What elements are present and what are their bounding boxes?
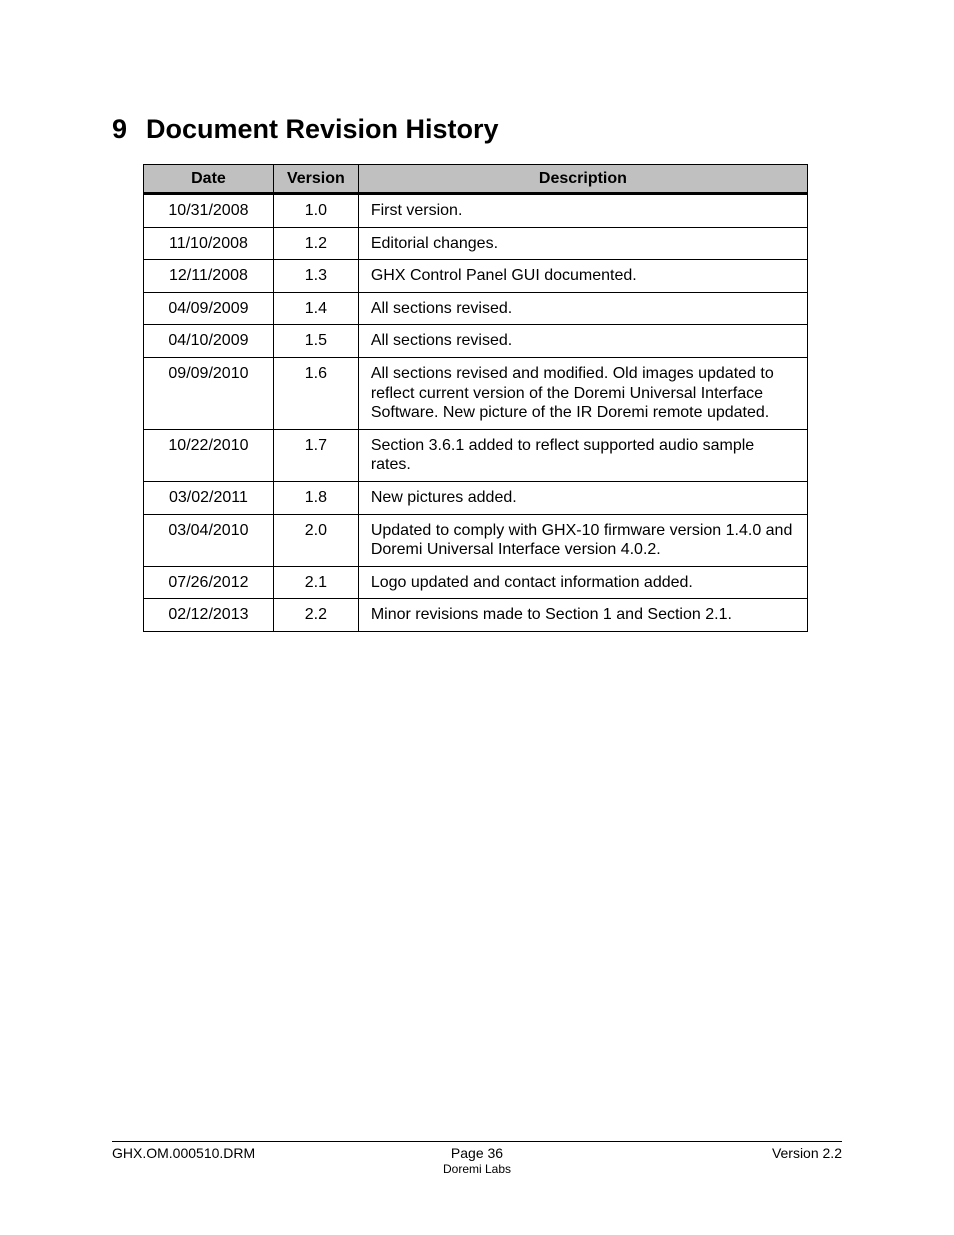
table-row — [144, 357, 808, 429]
table-row — [144, 566, 808, 599]
row-description: New pictures added. — [358, 481, 807, 514]
row-description: All sections revised and modified. Old images updated to reflect current version of the Doremi Universal Interface Software. New picture of the IR Doremi remote updated. — [358, 357, 807, 429]
column-header-description: Description — [358, 165, 807, 194]
table-row — [144, 481, 808, 514]
table-header-row — [144, 165, 808, 194]
section-heading — [112, 112, 499, 146]
row-date: 03/02/2011 — [144, 481, 274, 514]
revision-history-table — [143, 164, 808, 632]
row-version: 1.4 — [273, 292, 358, 325]
table-row — [144, 514, 808, 566]
row-description: Logo updated and contact information added. — [358, 566, 807, 599]
section-number: 9 — [112, 114, 128, 144]
row-description: Minor revisions made to Section 1 and Section 2.1. — [358, 599, 807, 632]
footer-page-block — [377, 1145, 577, 1177]
row-version: 1.8 — [273, 481, 358, 514]
footer-version: Version 2.2 — [771, 1145, 842, 1161]
row-date: 04/09/2009 — [144, 292, 274, 325]
row-version: 1.2 — [273, 227, 358, 260]
row-description: All sections revised. — [358, 325, 807, 358]
row-description: Updated to comply with GHX-10 firmware version 1.4.0 and Doremi Universal Interface version 4.0.2. — [358, 514, 807, 566]
row-version: 1.6 — [273, 357, 358, 429]
row-date: 12/11/2008 — [144, 260, 274, 293]
row-version: 2.0 — [273, 514, 358, 566]
table-row — [144, 227, 808, 260]
table-row — [144, 194, 808, 228]
row-version: 1.3 — [273, 260, 358, 293]
column-header-date: Date — [144, 165, 274, 194]
row-version: 1.0 — [273, 194, 358, 228]
table-row — [144, 599, 808, 632]
table-row — [144, 292, 808, 325]
row-date: 11/10/2008 — [144, 227, 274, 260]
footer-page-number: Page 36 — [450, 1145, 504, 1161]
row-date: 10/31/2008 — [144, 194, 274, 228]
footer-divider — [112, 1141, 842, 1142]
row-date: 10/22/2010 — [144, 429, 274, 481]
row-version: 2.2 — [273, 599, 358, 632]
row-date: 09/09/2010 — [144, 357, 274, 429]
row-date: 02/12/2013 — [144, 599, 274, 632]
column-header-version: Version — [273, 165, 358, 194]
footer-doc-id: GHX.OM.000510.DRM — [112, 1145, 256, 1161]
section-title: Document Revision History — [146, 114, 499, 144]
table-row — [144, 325, 808, 358]
row-description: First version. — [358, 194, 807, 228]
row-date: 07/26/2012 — [144, 566, 274, 599]
row-description: GHX Control Panel GUI documented. — [358, 260, 807, 293]
row-version: 1.5 — [273, 325, 358, 358]
row-description: Editorial changes. — [358, 227, 807, 260]
row-date: 04/10/2009 — [144, 325, 274, 358]
row-description: All sections revised. — [358, 292, 807, 325]
table-row — [144, 260, 808, 293]
row-version: 2.1 — [273, 566, 358, 599]
row-version: 1.7 — [273, 429, 358, 481]
row-description: Section 3.6.1 added to reflect supported audio sample rates. — [358, 429, 807, 481]
table-row — [144, 429, 808, 481]
footer-company: Doremi Labs — [442, 1162, 512, 1176]
row-date: 03/04/2010 — [144, 514, 274, 566]
